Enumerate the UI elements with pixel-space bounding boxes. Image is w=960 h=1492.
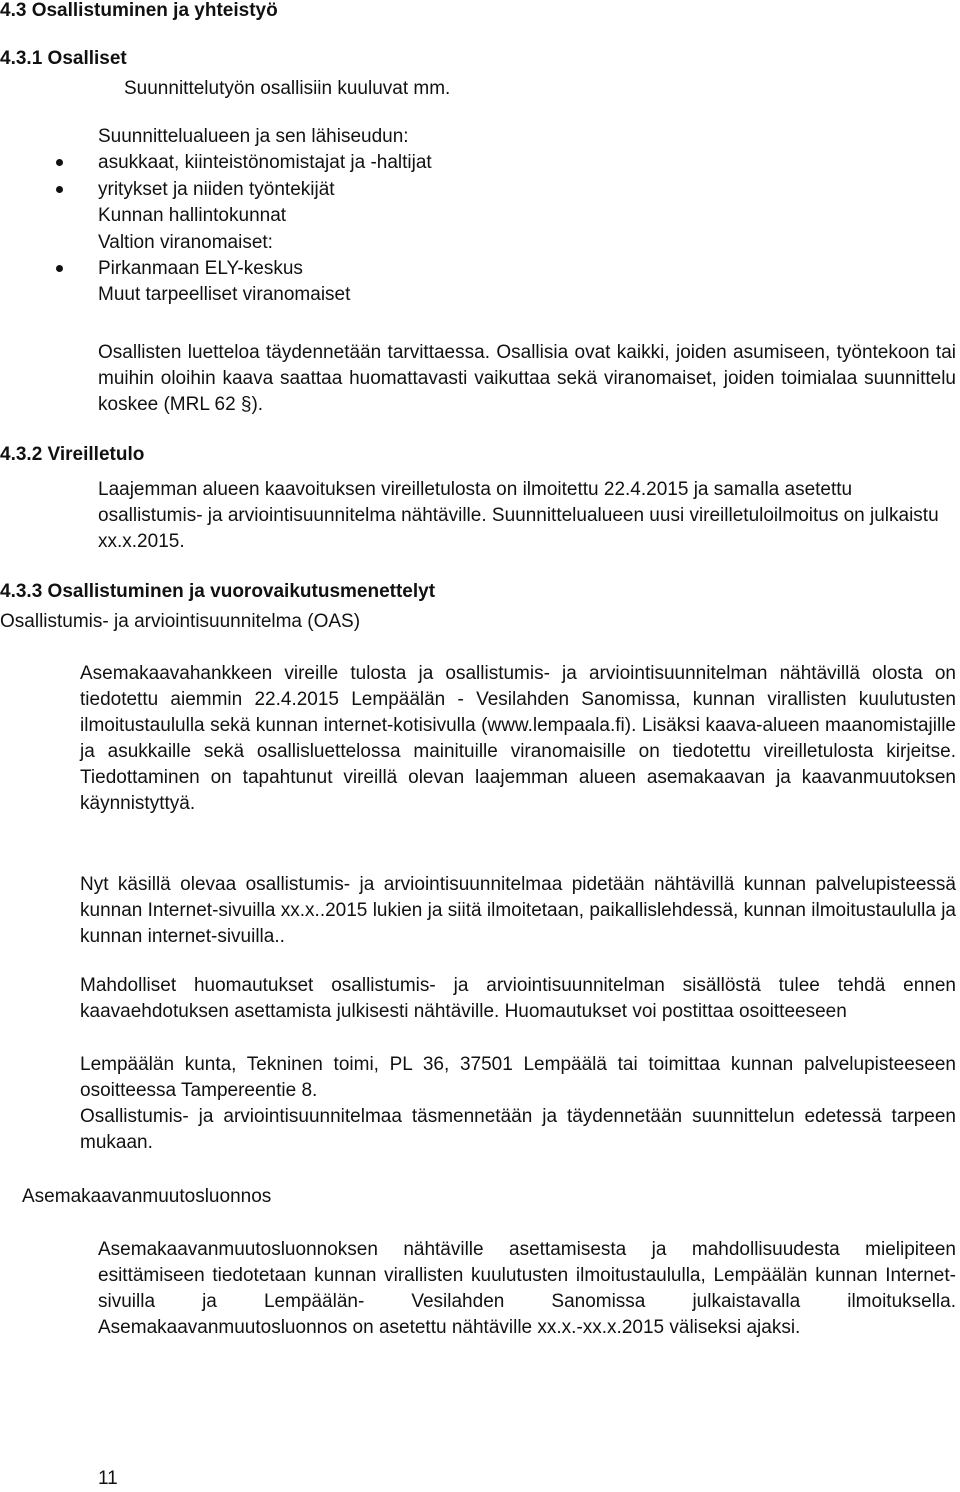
- participant-list: [98, 124, 698, 309]
- bullet-icon: [56, 159, 63, 166]
- osalliset-paragraph: Osallisten luetteloa täydennetään tarvittaessa. Osallisia ovat kaikki, joiden asumiseen, työntekoon tai muihin oloihin kaava saattaa huomattavasti vaikuttaa sekä viranomaiset, joiden toimialaa suunnittelu koskee (MRL 62 §).: [98, 342, 956, 415]
- oas-paragraph-2: Nyt käsillä olevaa osallistumis- ja arviointisuunnitelmaa pidetään nähtävillä kunnan palvelupisteessä kunnan Internet-sivuilla xx.x..2015 lukien ja siitä ilmoitetaan, paikallislehdessä, kunnan ilmoitustaululla ja kunnan internet-sivuilla..: [80, 874, 956, 947]
- bullet-icon: [56, 265, 63, 272]
- participant-list-item: [98, 177, 698, 203]
- osalliset-intro: Suunnittelutyön osallisiin kuuluvat mm.: [124, 78, 451, 99]
- section-heading-4-3-1: 4.3.1 Osalliset: [0, 48, 127, 69]
- participant-label: Muut tarpeelliset viranomaiset: [98, 284, 351, 306]
- section-heading-4-3: 4.3 Osallistuminen ja yhteistyö: [0, 0, 278, 21]
- section-heading-4-3-3: 4.3.3 Osallistuminen ja vuorovaikutusmenettelyt: [0, 581, 436, 602]
- oas-subheading: Osallistumis- ja arviointisuunnitelma (OAS): [0, 611, 361, 632]
- participant-label: Valtion viranomaiset:: [98, 231, 273, 253]
- participant-list-item: [98, 282, 698, 308]
- participant-list-item: [98, 124, 698, 150]
- participant-list-item: [98, 203, 698, 229]
- ehdotus-paragraph: Asemakaavanmuutosluonnoksen nähtäville asettamisesta ja mahdollisuudesta mielipiteen esittämiseen tiedotetaan kunnan virallisten kuulutusten ilmoitustaululla, Lempäälän kunnan Internet-sivuilla ja Lempäälän- Vesilahden Sanomissa julkaistavalla ilmoituksella. Asemakaavanmuutosluonnos on asetettu nähtäville xx.x.-xx.x.2015 väliseksi ajaksi.: [98, 1239, 956, 1338]
- participant-list-item: [98, 256, 698, 282]
- participant-label: Kunnan hallintokunnat: [98, 205, 287, 227]
- participant-list-item: [98, 150, 698, 176]
- participant-label: Suunnittelualueen ja sen lähiseudun:: [98, 126, 409, 147]
- page-number: 11: [98, 1468, 118, 1489]
- bullet-icon: [56, 186, 63, 193]
- oas-paragraph-1: Asemakaavahankkeen vireille tulosta ja osallistumis- ja arviointisuunnitelman nähtävillä olosta on tiedotettu aiemmin 22.4.2015 Lempäälän - Vesilahden Sanomissa, kunnan virallisten kuulutusten ilmoitustaululla sekä kunnan internet-kotisivulla (www.lempaala.fi). Lisäksi kaava-alueen maanomistajille ja asukkaille sekä osallisluettelossa mainituille viranomaisille on tiedotettu vireilletulosta kirjeitse. Tiedottaminen on tapahtunut vireillä olevan laajemman alueen asemakaavan ja kaavanmuutoksen käynnistyttyä.: [80, 663, 956, 814]
- oas-paragraph-3: Mahdolliset huomautukset osallistumis- ja arviointisuunnitelman sisällöstä tulee tehdä ennen kaavaehdotuksen asettamista julkisesti nähtäville. Huomautukset voi postittaa osoitteeseen: [80, 975, 956, 1022]
- ehdotus-subheading: Asemakaavanmuutosluonnos: [22, 1186, 272, 1207]
- participant-label: yritykset ja niiden työntekijät: [98, 178, 335, 200]
- participant-label: asukkaat, kiinteistönomistajat ja -haltijat: [98, 152, 432, 174]
- vireilletulo-paragraph: Laajemman alueen kaavoituksen vireilletulosta on ilmoitettu 22.4.2015 ja samalla asetettu osallistumis- ja arviointisuunnitelma nähtäville. Suunnittelualueen uusi vireilletuloilmoitus on julkaistu xx.x.2015.: [98, 479, 939, 552]
- participant-label: Pirkanmaan ELY-keskus: [98, 257, 303, 279]
- participant-list-item: [98, 230, 698, 256]
- section-heading-4-3-2: 4.3.2 Vireilletulo: [0, 444, 145, 465]
- oas-paragraph-4: Lempäälän kunta, Tekninen toimi, PL 36, 37501 Lempäälä tai toimittaa kunnan palvelupisteeseen osoitteessa Tampereentie 8.: [80, 1054, 956, 1101]
- oas-paragraph-5: Osallistumis- ja arviointisuunnitelmaa täsmennetään ja täydennetään suunnittelun edetessä tarpeen mukaan.: [80, 1106, 956, 1153]
